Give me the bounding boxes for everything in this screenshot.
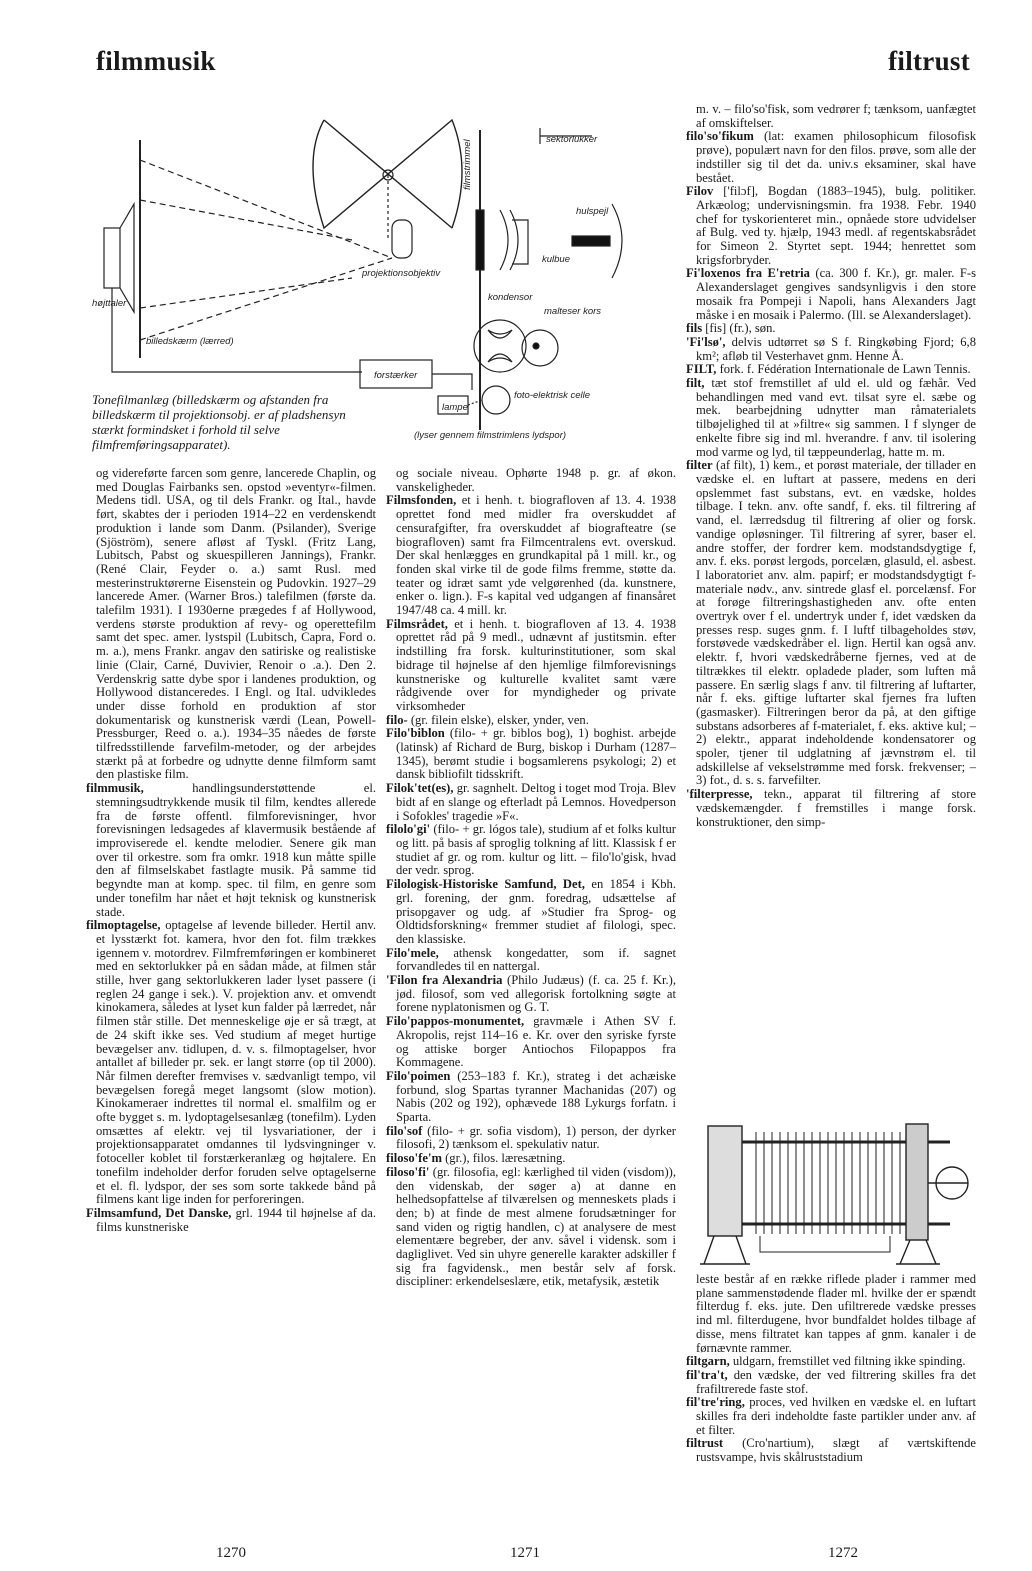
entry-text: delvis udtørret sø S f. Ringkøbing Fjord; 6,8 km²; afløb til Vesterhavet gnm. Henne Å.: [696, 334, 976, 363]
dictionary-entry: [386, 618, 676, 714]
entry-text: (ca. 300 f. Kr.), gr. maler. F-s Alexanderslaget gengives sandsynligvis i den store mosaik fra Pompeji i Napoli, hans Alexanders Jagt måske i en mosaik i Palermo. (Ill. se Alexanderslaget).: [696, 266, 976, 322]
entry-text: (lat: examen philosophicum filosofisk prøve), populært navn for den filos. prøve, som alle der indstiller sig til det da. univ.s eksaminer, skal have bestået.: [696, 129, 976, 185]
entry-text: (gr.), filos. læresætning.: [441, 1151, 566, 1166]
maltese-cross: [474, 320, 526, 372]
entry-text: og videreførte farcen som genre, lancerede Chaplin, og med Douglas Fairbanks sen. opstod »eventyr«-filmen. Medens tidl. USA, og til dels Frankr. og Ital., havde ført, skabtes der i perioden 1914–22 en verdenskendt produktion i lande som Danm. (Psilander), Sverige (Sjöström), senere afløst af Tyskl. (Fritz Lang, Lubitsch, Pabst og skuespilleren Jannings), Frankr. (René Clair, Feyder o. a.) samt Rusl. med mesterinstruktørerne Eisenstein og Pudovkin. 1927–29 lancerede Amer. (Warner Bros.) talefilmen (første da. talefilm 1931). I 1930erne prægedes f af Hollywood, verdens største produktion af revy- og operettefilm samt det spec. amer. lystspil (Lubitsch, Capra, Ford o. m. a.), mens Frankr. angav den satiriske og realistiske linie (Clair, Carné, Duvivier, Renoir o .a.). Den 2. Verdenskrig satte dybe spor i landenes produktion, og Hollywood distanceredes. I Engl. og Ital. udvikledes under disse forhold en produktion af stor dokumentarisk og kunstnerisk værdi (Lean, Powell-Pressburger, Reed o. a.). 1934–35 nåedes de første tilfredsstillende farvefilm-metoder, og der arbejdes stærkt på at forbedre og udnytte denne filmform samt den plastiske film.: [96, 467, 376, 782]
entry-headword: Filo'biblon: [386, 726, 445, 741]
page-number-left: 1270: [216, 1545, 246, 1561]
projection-objective: [392, 220, 412, 258]
dictionary-entry: [386, 1125, 676, 1152]
entry-headword: filo-: [386, 712, 408, 727]
entry-headword: 'Filon fra Alexandria: [386, 973, 503, 988]
filter-press-illustration: [700, 1106, 970, 1268]
entry-headword: filter: [686, 458, 713, 473]
dictionary-entry: [386, 1166, 676, 1289]
entry-text: leste består af en række riflede plader i rammer med plane sammenstødende flader ml. hvilke der er spændt filterdug f. eks. jute. Den ufiltrerede vædske presses ind ml. filterdugene, hvor bundfaldet holdes tilbage af disse, mens filtratet kan tappes af gnm. kanaler i de førnævnte rammer.: [696, 1273, 976, 1355]
dictionary-entry: [386, 947, 676, 974]
entry-text: tæt stof fremstillet af uld el. uld og fæhår. Ved behandlingen med vand evt. tilsat syre el. sæbe og mek. bearbejdning udnytter man råmaterialets tilbøjelighed til at »filtre« sig sammen. I f slynger de enkelte fibre sig ind ml. hverandre. f anv. til isolering mod varme og lyd, til tæppeunderlag, hatte m. m.: [696, 376, 976, 459]
dictionary-entry: [386, 878, 676, 947]
entry-headword: Filologisk-Historiske Samfund, Det,: [386, 877, 585, 892]
label-kulbue: kulbue: [542, 254, 570, 265]
dictionary-entry: [86, 919, 376, 1207]
photo-cell: [482, 386, 510, 414]
entry-headword: filo'sof: [386, 1123, 423, 1138]
dictionary-entry: [686, 1437, 976, 1464]
concave-mirror: [612, 204, 622, 278]
label-fotocelle: foto-elektrisk celle: [514, 390, 591, 401]
entry-headword: FILT,: [686, 362, 717, 377]
dictionary-entry: [386, 1152, 676, 1166]
entry-text: grl. 1944 til højnelse af da. films kunstneriske: [96, 1205, 376, 1234]
entry-headword: Filmsrådet,: [386, 616, 448, 631]
entry-headword: Filok'tet(es),: [386, 781, 454, 796]
entry-headword: filoso'fi': [386, 1164, 430, 1179]
label-forstaerker: forstærker: [374, 370, 418, 381]
entry-headword: 'Fi'lsø',: [686, 334, 726, 349]
text-column-left: [86, 467, 376, 1515]
label-billedskaerm: billedskærm (lærred): [146, 336, 234, 347]
dictionary-entry: [86, 1207, 376, 1234]
entry-headword: filmmusik,: [86, 781, 144, 796]
dictionary-entry: [686, 1369, 976, 1396]
label-lyser: (lyser gennem filmstrimlens lydspor): [414, 430, 567, 441]
entry-text: (filo- + gr. lógos tale), studium af et folks kultur og litt. på basis af sproglig tolkning af litt. Klassisk f er studiet af gr. og rom. kultur og litt. – filo'lo'gisk, hvad der vedr. sprog.: [396, 822, 676, 878]
condenser: [500, 210, 518, 270]
entry-text: fork. f. Fédération Internationale de Lawn Tennis.: [716, 362, 971, 377]
entry-text: m. v. – filo'so'fisk, som vedrører f; tænksom, uanfægtet af omskiftelser.: [696, 103, 976, 130]
dictionary-entry: [686, 1355, 976, 1369]
entry-headword: filtrust: [686, 1436, 724, 1451]
dictionary-entry: [686, 1273, 976, 1355]
entry-headword: fils: [686, 321, 703, 336]
dictionary-entry: [86, 467, 376, 782]
entry-headword: filtgarn,: [686, 1354, 730, 1369]
dictionary-entry: [386, 1015, 676, 1070]
dictionary-entry: [386, 1070, 676, 1125]
entry-text: gravmæle i Athen SV f. Akropolis, rejst 114–16 e. Kr. over den syriske fyrste og attiske borger Antiochos Filopappos fra Kommagene.: [396, 1014, 676, 1070]
speaker-body: [104, 228, 120, 288]
label-hojttaler: højttaler: [92, 298, 127, 309]
entry-text: proces, ved hvilken en vædske el. en luftart skilles fra deri indeholdte faste partikler under anv. af et filter.: [696, 1395, 976, 1437]
entry-text: (253–183 f. Kr.), strateg i det achæiske forbund, slog Spartas tyranner Machanidas (207) og Nabis (202 og 192), ophævede 188 Lykurgs forfatn. i Sparta.: [396, 1068, 676, 1125]
text-column-right-top: [686, 103, 976, 1103]
entry-text: en 1854 i Kbh. grl. forening, der gnm. foredrag, udsættelse af prisopgaver og udg. af »Studier fra Sprog- og Oldtidsforskning« fremmer studiet af filologi, spec. den klassiske.: [396, 877, 676, 946]
entry-text: og sociale niveau. Ophørte 1948 p. gr. af økon. vanskeligheder.: [396, 467, 676, 494]
entry-headword: Filov: [686, 184, 714, 199]
page-number-right: 1272: [828, 1545, 858, 1561]
figure-caption: Tonefilmanlæg (billedskærm og afstanden fra billedskærm til projektionsobj. er af pladshensyn stærkt formindsket i forhold til selve filmfremføringsapparatet).: [92, 392, 346, 452]
entry-headword: fil'tra't,: [686, 1367, 728, 1382]
entry-headword: Filmsfonden,: [386, 493, 457, 508]
entry-text: gr. sagnhelt. Deltog i toget mod Troja. Blev bidt af en slange og efterladt på Lemnos. Hovedperson i Sofokles' tragedie »F«.: [396, 781, 676, 823]
dictionary-entry: [686, 336, 976, 363]
entry-headword: Filo'mele,: [386, 945, 439, 960]
entry-headword: filoso'fe'm: [386, 1151, 442, 1166]
entry-text: handlingsunderstøttende el. stemningsudtrykkende musik til film, kendtes allerede fra de første offentl. filmforevisninger, hvor forevisningen ledsagedes af klavermusik bestående af improviserede el. kendte melodier. Senere gik man over til orkestre. som fra omkr. 1918 kun måtte spille den af filmselskabet fastlagte musik. På samme tid begyndte man at komp. spec. til film, en genre som under tonefilm har nået et højt teknisk og kunstnerisk stade.: [96, 781, 376, 919]
text-column-middle: [386, 467, 676, 1515]
entry-text: optagelse af levende billeder. Hertil anv. et lysstærkt fot. kamera, hvor den fot. film trækkes igennem v. motordrev. Filmfremføringen er kombineret med en sektorlukker på en sådan måde, at filmen står stille, hver gang sektorlukkeren lader lyset passere (i reglen 24 gange i sek.). V. projektion anv. et omvendt kinokamera, således at lyset kun falder på lærredet, når filmen står stille. Det menneskelige øje er så trægt, at de 24 skift ikke ses. Ved studium af meget hurtige bevægelser anv. tidlupen, d. v. s. filmoptagelser, hvor antallet af billeder pr. sek. er langt større (op til 2000). Når filmen derefter fremvises v. sædvanligt tempo, vil bevægelsen foregå meget langsomt (slow motion). Kinokameraer indrettes til normal el. smalfilm og er ofte bygget s. m. lydoptagelsesanlæg (tonefilm). Lyden omsættes af elektr. vej til lysvariationer, der i projektionsapparatet omdannes til lydsvingninger v. fotoceller koblet til forstærkeranlæg og højtalere. En tonefilm indeholder derfor foruden selve optagelserne et el. fl. lydspor, der ses som sorte takkede bånd på filmens kant lige inden for perforeringen.: [96, 918, 376, 1207]
text-column-right-bottom: [686, 1273, 976, 1513]
entry-text: athensk kongedatter, som if. sagnet forvandledes til en nattergal.: [396, 945, 676, 974]
dictionary-entry: [686, 103, 976, 130]
entry-text: et i henh. t. biografloven af 13. 4. 1938 oprettet råd på 9 medl., udnævnt af justitsmin. efter indstilling fra forsk. kulturinstitutioner, som skal bidrage til højnelse af den hjemlige filmforevisnings kunstneriske og kulturelle kvalitet samt være rådgivende over for myndigheder og private virksomheder: [396, 616, 676, 713]
label-hulspejl: hulspejl: [576, 206, 609, 217]
entry-text: et i henh. t. biografloven af 13. 4. 1938 oprettet fond med midler fra overskuddet af censurafgifter, fra overskuddet af biografteatre (se biografloven) samt fra Filmcentralens evt. overskud. Der skal henlægges en grundkapital på 1 mill. kr., og fonden skal virke til de gode films fremme, støtte da. teater og idræt samt yde velgørenhed (da. kunstnere, enker o. lign.). F-s kapital ved udgangen af finansåret 1947/48 ca. 4 mill. kr.: [396, 493, 676, 618]
label-kondensor: kondensor: [488, 292, 533, 303]
entry-headword: Filo'pappos-monumentet,: [386, 1014, 525, 1029]
entry-text: ['filɔf], Bogdan (1883–1945), bulg. politiker. Arkæolog; undervisningsmin. fra 1938. Febr. 1940 chef for tyskorienteret min., opnåede store udvidelser af Bulg. ved ty. hjælp, 1943 medl. af regentskabsrådet for Simeon 2. Styrtet sept. 1944; henrettet som krigsforbryder.: [696, 184, 976, 267]
entry-text: (Philo Judæus) (f. ca. 25 f. Kr.), jød. filosof, som ved allegorisk fortolkning søgte at forene nyplatonismen og G. T.: [396, 973, 676, 1015]
entry-headword: filmoptagelse,: [86, 918, 161, 933]
speaker-cone: [120, 204, 134, 312]
dictionary-entry: [686, 1396, 976, 1437]
entry-text: den vædske, der ved filtrering skilles fra det frafiltrerede faste stof.: [696, 1367, 976, 1396]
entry-text: tekn., apparat til filtrering af store vædskemængder. f fremstilles i mange forsk. konstruktioner, den simp-: [696, 787, 976, 829]
entry-headword: filolo'gi': [386, 822, 431, 837]
entry-headword: Filo'poimen: [386, 1068, 451, 1083]
dictionary-entry: [686, 788, 976, 829]
label-malteserkors: malteser kors: [544, 306, 602, 317]
dictionary-entry: [386, 714, 676, 728]
dictionary-entry: [386, 782, 676, 823]
dictionary-entry: [686, 363, 976, 377]
entry-headword: Filmsamfund, Det Danske,: [86, 1205, 232, 1220]
label-lampe: lampe: [442, 402, 468, 413]
entry-headword: 'filterpresse,: [686, 787, 753, 802]
label-filmstrimmel: filmstrimmel: [462, 139, 473, 190]
dictionary-entry: [686, 185, 976, 267]
entry-headword: Fi'loxenos fra E'retria: [686, 266, 810, 281]
entry-headword: filt,: [686, 376, 705, 391]
dictionary-entry: [686, 130, 976, 185]
arc-lamp: [572, 236, 610, 246]
guide-word-right: filtrust: [888, 46, 970, 76]
label-projektionsobjektiv: projektionsobjektiv: [362, 268, 441, 279]
page-number-middle: 1271: [510, 1545, 540, 1561]
dictionary-entry: [386, 823, 676, 878]
label-sektorlukker: sektorlukker: [546, 134, 598, 145]
entry-text: (Cro'nartium), slægt af værtskiftende rustsvampe, hvis skålruststadium: [696, 1436, 976, 1465]
entry-headword: fil'tre'ring,: [686, 1395, 745, 1410]
dictionary-entry: [86, 782, 376, 919]
dictionary-entry: [386, 467, 676, 494]
entry-text: uldgarn, fremstillet ved filtning ikke spinding.: [729, 1354, 966, 1369]
entry-text: [fis] (fr.), søn.: [702, 321, 776, 336]
dictionary-entry: [686, 377, 976, 459]
entry-headword: filo'so'fikum: [686, 129, 754, 144]
dictionary-entry: [386, 494, 676, 617]
entry-text: (af filt), 1) kem., et porøst materiale, der tillader en vædske el. en luftart at passere, medens en deri opslemmet fast substans, evt. en vædske, holdes tilbage. I tekn. anv. ofte sandf, f. eks. til filtrering af vand, el. lærredsdug til filtrering af olier og forsk. vandige opløsninger. Til filtrering af syrer, baser el. andre stoffer, der fordrer kem. modstandsdygtige f, anv. f. eks. porøst lergods, porcelæn, glasuld, el. asbest. I laboratoriet anv. alm. papirf; er modstandsdygtigt f-materiale nødv., anv. sintrede glasf el. porcelænsf. For at forøge filtreringshastigheden anv. ofte enten overtryk over f el. undertryk under f, idet vædsken da presses resp. suges gnm. f. I luftf tilbageholdes støv, forstøvede vædskedråber el. lign. Hertil kan også anv. elektr. f, hvori vædskedråberne fjernes, ved at de tiltrækkes til elektr. opladede plader, som luften må passere. En særlig slags f anv. til filtrering af luftarter, når f. eks. giftige luftarter skal fjernes fra luften (gasmasker). Filtreringen beror da på, at den giftige substans adsorberes af f-materialet, f. eks. aktive kul; – 2) elektr., apparat indeholdende kondensatorer og spoler, tjener til udglatning af jævnstrøm el. til adskillelse af vekselstrømme med forsk. frekvenser; – 3) fot., d. s. s. farvefilter.: [696, 458, 976, 788]
dictionary-entry: [686, 459, 976, 788]
guide-word-left: filmmusik: [96, 46, 216, 76]
entry-text: (gr. filein elske), elsker, ynder, ven.: [407, 712, 589, 727]
dictionary-entry: [686, 322, 976, 336]
dictionary-entry: [686, 267, 976, 322]
dictionary-entry: [386, 727, 676, 782]
entry-text: (gr. filosofia, egl: kærlighed til viden (visdom)), den videnskab, der søger a) at danne en helhedsopfattelse af tilværelsen og menneskets plads i den; b) at finde de mest almene forudsætninger for sand viden og rigtig handlen, c) at analysere de mest elementære begreber, der anv. såvel i vidensk. som i dagliglivet. Ved sin uhyre generelle karakter adskiller f sig fra fagvidensk., men består selv af forsk. discipliner: erkendelseslære, etik, metafysik, æstetik: [396, 1164, 676, 1289]
entry-text: (filo- + gr. sofia visdom), 1) person, der dyrker filosofi, 2) tænksom el. spekulativ natur.: [396, 1123, 676, 1152]
entry-text: (filo- + gr. biblos bog), 1) boghist. arbejde (latinsk) af Richard de Burg, biskop i Durham (1287–1345), berømt studie i bogsamlerens psykologi; 2) et dansk bibliofilt tidsskrift.: [396, 726, 676, 782]
dictionary-entry: [386, 974, 676, 1015]
